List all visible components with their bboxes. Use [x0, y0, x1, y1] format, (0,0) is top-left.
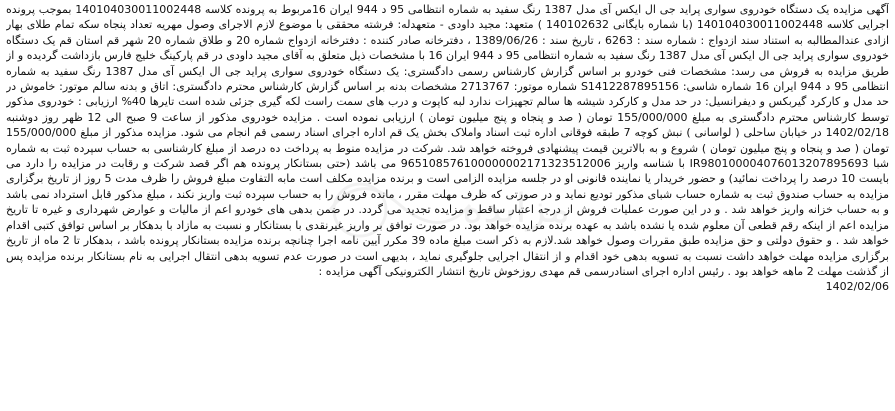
publish-date: 1402/02/06: [825, 280, 889, 294]
auction-notice: [6, 2, 889, 409]
watermark-text: مزایده: [462, 186, 570, 232]
notice-body: آگهی مزایده یک دستگاه خودروی سواری پراید جی ال ایکس آی مدل 1387 رنگ سفید به شماره انتظامی 95 د 944 ایران 16مربوط به پرونده کلاسه 140104030011002448 بموجب پرونده اجرایی کلاسه 140104030011002448 (با شماره بایگانی 140102632 ) متعهد: مجید داودی - متعهدله: فرشته محققی با موضوع لازم الاجرای وصول مهریه تعداد پنجاه سکه تمام طلای بهار ازادی عندالمطالبه به استناد سند ازدواج : شماره سند : 6263 ، تاریخ سند : 1389/06/26 ، دفترخانه صادر کننده : دفترخانه ازدواج شماره 20 و طلاق شماره 20 شهر قم استان قم یک دستگاه خودروی سواری پراید جی ال ایکس آی مدل 1387 رنگ سفید به شماره انتظامی 95 د 944 ایران 16 با مشخصات ذیل متعلق به آقای مجید داودی در قم پارکینگ خلیج فارس بازداشت گردیده و از طریق مزایده به فروش می رسد: مشخصات فنی خودرو بر اساس گزارش کارشناس رسمی دادگستری: یک دستگاه خودروی سواری پراید جی ال ایکس آی مدل 1387 رنگ سفید به شماره انتظامی 95 د 944 ایران 16 شماره شاسی: S1412287895156 شماره موتور: 2713767 مشخصات بدنه بر اساس گزارش کارشناس محترم دادگستری: اتاق و بدنه سالم موتور: خاموش در حد مدل و کارکرد گیربکس و دیفرانسیل: در حد مدل و کارکرد شیشه ها سالم تجهیزات ندارد لبه کاپوت و درب های سمت راست لکه گیری جزئی شده است تایرها 40% ارزیابی : خودروی مذکور توسط کارشناس محترم دادگستری به مبلغ 155/000/000 تومان ( صد و پنجاه و پنج میلیون تومان ) ارزیابی نموده است . مزایده خودروی مذکور از ساعت 9 صبح الی 12 ظهر روز دوشنبه 1402/02/18 در خیابان ساحلی ( لواسانی ) نبش کوچه 7 طبقه فوقانی اداره ثبت اسناد واملاک بخش یک قم اداره اجرای اسناد رسمی قم انجام می شود. مزایده مذکور از مبلغ 155/000/000 تومان ( صد و پنجاه و پنج میلیون تومان ) شروع و به بالاترین قیمت پیشنهادی فروخته خواهد شد. شرکت در مزایده منوط به پرداخت ده درصد از مبلغ کارشناسی به حساب سپرده ثبت به شماره شبا IR980100004076013207895693 با شناسه واریز 965108576100000002171323512006 می باشد (حتی بستانکار پرونده هم اگر قصد شرکت و رقابت در مزایده را دارد می بایست 10 درصد را پرداخت نمائید) و حضور خریدار یا نماینده قانونی او در جلسه مزایده الزامی است و برنده مزایده مکلف است مابه التفاوت مبلغ فروش را ظرف مدت 5 روز از تاریخ برگزاری مزایده به حساب صندوق ثبت به شماره حساب شبای مذکور تودیع نماید و در صورتی که ظرف مهلت مقرر ، مانده فروش را به حساب سپرده ثبت واریز نکند ، مبلغ مذکور قابل استرداد نمی باشد و به حساب خزانه واریز خواهد شد . و در این صورت عملیات فروش از درجه اعتبار ساقط و مزایده تجدید می گردد. در ضمن بدهی های خودرو اعم از مالیات و عوارض شهرداری و غیره تا تاریخ مزایده اعم از اینکه رقم قطعی آن معلوم شده یا نشده باشد به عهده برنده مزایده خواهد بود. در صورت توافق بر واریز غیرنقدی با بستانکار و نسبت به مازاد با بدهکار بر اساس توافق کتبی اقدام خواهد شد . و حقوق دولتی و حق مزایده طبق مقررات وصول خواهد شد.لازم به ذکر است مبلغ ماده 39 مکرر آیین نامه اجرا چنانچه برنده مزایده بستانکار پرونده باشد ، بدهکار تا 2 ماه از تاریخ برگزاری مزایده مهلت خواهد داشت نسبت به تسویه بدهی خود اقدام و از انتقال اجرایی جلوگیری نماید ، بدیهی است در صورت عدم تسویه بدهی انتقال اجرایی به نام بستانکار برنده مزایده پس از گذشت مهلت 2 ماهه خواهد بود . رئیس اداره اجرای اسنادرسمی قم مهدی روزخوش تاریخ انتشار الکترونیکی آگهی مزایده :: [6, 3, 889, 278]
